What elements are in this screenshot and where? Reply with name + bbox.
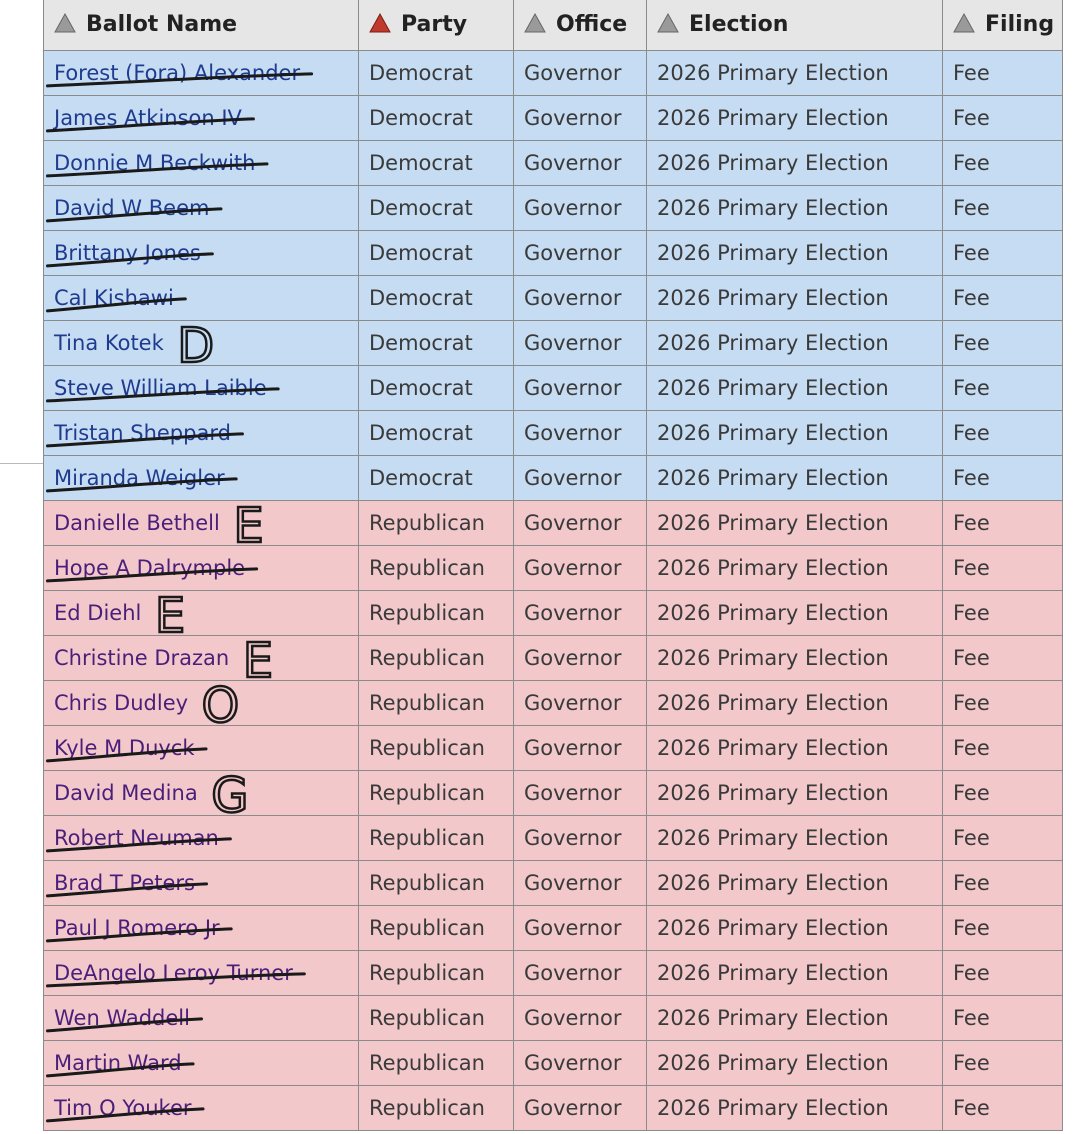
sort-triangle-icon[interactable] bbox=[369, 13, 391, 39]
filing-cell: Fee bbox=[943, 1086, 1063, 1131]
table-row bbox=[44, 951, 1063, 996]
column-header-label: Party bbox=[401, 11, 468, 37]
handwritten-letter-mark: E bbox=[242, 632, 274, 689]
filing-cell: Fee bbox=[943, 51, 1063, 96]
election-cell: 2026 Primary Election bbox=[647, 1041, 943, 1086]
office-cell: Governor bbox=[514, 591, 647, 636]
filing-cell: Fee bbox=[943, 96, 1063, 141]
election-cell: 2026 Primary Election bbox=[647, 951, 943, 996]
election-cell: 2026 Primary Election bbox=[647, 366, 943, 411]
filing-cell: Fee bbox=[943, 726, 1063, 771]
table-row bbox=[44, 411, 1063, 456]
filing-cell: Fee bbox=[943, 861, 1063, 906]
election-cell: 2026 Primary Election bbox=[647, 411, 943, 456]
office-cell: Governor bbox=[514, 996, 647, 1041]
handwritten-letter-mark: O bbox=[201, 677, 240, 734]
filing-cell: Fee bbox=[943, 951, 1063, 996]
party-cell: Republican bbox=[359, 591, 514, 636]
filing-cell: Fee bbox=[943, 141, 1063, 186]
office-cell: Governor bbox=[514, 96, 647, 141]
party-cell: Republican bbox=[359, 681, 514, 726]
table-row bbox=[44, 456, 1063, 501]
table-header bbox=[44, 0, 1063, 51]
candidate-name-link[interactable]: James Atkinson IV bbox=[44, 96, 359, 141]
filing-cell: Fee bbox=[943, 456, 1063, 501]
table-row bbox=[44, 321, 1063, 366]
candidate-name-link[interactable]: David W Beem bbox=[44, 186, 359, 231]
candidate-name-link[interactable]: Martin Ward bbox=[44, 1041, 359, 1086]
candidate-name-link[interactable]: Ed Diehl bbox=[44, 591, 359, 636]
election-cell: 2026 Primary Election bbox=[647, 816, 943, 861]
party-cell: Democrat bbox=[359, 96, 514, 141]
party-cell: Democrat bbox=[359, 186, 514, 231]
candidate-name-link[interactable]: Steve William Laible bbox=[44, 366, 359, 411]
filing-cell: Fee bbox=[943, 816, 1063, 861]
party-cell: Republican bbox=[359, 861, 514, 906]
table-row bbox=[44, 1086, 1063, 1131]
filing-cell: Fee bbox=[943, 1041, 1063, 1086]
candidate-name-link[interactable]: DeAngelo Leroy Turner bbox=[44, 951, 359, 996]
election-cell: 2026 Primary Election bbox=[647, 321, 943, 366]
candidate-name-link[interactable]: Tristan Sheppard bbox=[44, 411, 359, 456]
filing-cell: Fee bbox=[943, 321, 1063, 366]
filing-cell: Fee bbox=[943, 996, 1063, 1041]
filing-cell: Fee bbox=[943, 906, 1063, 951]
column-header-filing[interactable] bbox=[943, 0, 1063, 51]
candidate-name-link[interactable]: Paul J Romero Jr bbox=[44, 906, 359, 951]
office-cell: Governor bbox=[514, 501, 647, 546]
table-row bbox=[44, 726, 1063, 771]
election-cell: 2026 Primary Election bbox=[647, 51, 943, 96]
table-row bbox=[44, 276, 1063, 321]
party-cell: Republican bbox=[359, 636, 514, 681]
table-row bbox=[44, 96, 1063, 141]
office-cell: Governor bbox=[514, 906, 647, 951]
candidate-name-link[interactable]: Christine Drazan bbox=[44, 636, 359, 681]
candidate-name-link[interactable]: Kyle M Duyck bbox=[44, 726, 359, 771]
table-row bbox=[44, 906, 1063, 951]
table-row bbox=[44, 681, 1063, 726]
election-cell: 2026 Primary Election bbox=[647, 771, 943, 816]
office-cell: Governor bbox=[514, 321, 647, 366]
candidate-name-link[interactable]: Forest (Fora) Alexander bbox=[44, 51, 359, 96]
table-row bbox=[44, 546, 1063, 591]
candidate-name-link[interactable]: Tim O Youker bbox=[44, 1086, 359, 1131]
column-header-label: Election bbox=[689, 11, 789, 37]
filing-cell: Fee bbox=[943, 231, 1063, 276]
table-row bbox=[44, 51, 1063, 96]
election-cell: 2026 Primary Election bbox=[647, 141, 943, 186]
office-cell: Governor bbox=[514, 1041, 647, 1086]
column-header-ballot-name[interactable] bbox=[44, 0, 359, 51]
party-cell: Republican bbox=[359, 816, 514, 861]
party-cell: Democrat bbox=[359, 51, 514, 96]
sort-triangle-icon[interactable] bbox=[54, 13, 76, 39]
handwritten-letter-mark: D bbox=[177, 317, 215, 374]
party-cell: Republican bbox=[359, 1086, 514, 1131]
column-header-party[interactable] bbox=[359, 0, 514, 51]
party-cell: Republican bbox=[359, 501, 514, 546]
filing-cell: Fee bbox=[943, 591, 1063, 636]
candidate-name-link[interactable]: Brittany Jones bbox=[44, 231, 359, 276]
office-cell: Governor bbox=[514, 186, 647, 231]
table-row bbox=[44, 861, 1063, 906]
election-cell: 2026 Primary Election bbox=[647, 231, 943, 276]
table-row bbox=[44, 366, 1063, 411]
candidate-name-link[interactable]: Wen Waddell bbox=[44, 996, 359, 1041]
office-cell: Governor bbox=[514, 411, 647, 456]
election-cell: 2026 Primary Election bbox=[647, 591, 943, 636]
candidate-name-link[interactable]: Donnie M Beckwith bbox=[44, 141, 359, 186]
candidate-name-link[interactable]: Cal Kishawi bbox=[44, 276, 359, 321]
party-cell: Republican bbox=[359, 546, 514, 591]
sort-triangle-icon[interactable] bbox=[524, 13, 546, 39]
filing-cell: Fee bbox=[943, 366, 1063, 411]
party-cell: Democrat bbox=[359, 276, 514, 321]
handwritten-letter-mark: G bbox=[211, 767, 249, 824]
candidate-name-link[interactable]: Robert Neuman bbox=[44, 816, 359, 861]
candidate-name-link[interactable]: Brad T Peters bbox=[44, 861, 359, 906]
table-row bbox=[44, 231, 1063, 276]
column-header-label: Filing bbox=[985, 11, 1055, 37]
filing-cell: Fee bbox=[943, 411, 1063, 456]
office-cell: Governor bbox=[514, 861, 647, 906]
office-cell: Governor bbox=[514, 276, 647, 321]
office-cell: Governor bbox=[514, 636, 647, 681]
table-row bbox=[44, 996, 1063, 1041]
party-cell: Republican bbox=[359, 996, 514, 1041]
election-cell: 2026 Primary Election bbox=[647, 1086, 943, 1131]
party-cell: Republican bbox=[359, 771, 514, 816]
filing-cell: Fee bbox=[943, 681, 1063, 726]
sort-triangle-icon[interactable] bbox=[657, 13, 679, 39]
election-cell: 2026 Primary Election bbox=[647, 276, 943, 321]
office-cell: Governor bbox=[514, 456, 647, 501]
election-cell: 2026 Primary Election bbox=[647, 861, 943, 906]
election-cell: 2026 Primary Election bbox=[647, 636, 943, 681]
filing-cell: Fee bbox=[943, 546, 1063, 591]
column-header-label: Office bbox=[556, 11, 628, 37]
office-cell: Governor bbox=[514, 1086, 647, 1131]
party-cell: Democrat bbox=[359, 321, 514, 366]
handwritten-letter-mark: E bbox=[233, 497, 264, 554]
table-row bbox=[44, 591, 1063, 636]
divider bbox=[0, 463, 44, 464]
party-cell: Republican bbox=[359, 1041, 514, 1086]
election-cell: 2026 Primary Election bbox=[647, 726, 943, 771]
table-row bbox=[44, 186, 1063, 231]
table-row bbox=[44, 816, 1063, 861]
election-cell: 2026 Primary Election bbox=[647, 501, 943, 546]
handwritten-letter-mark: E bbox=[154, 587, 186, 644]
column-header-label: Ballot Name bbox=[86, 11, 238, 37]
election-cell: 2026 Primary Election bbox=[647, 186, 943, 231]
filing-cell: Fee bbox=[943, 276, 1063, 321]
party-cell: Democrat bbox=[359, 366, 514, 411]
candidate-name-link[interactable]: Hope A Dalrymple bbox=[44, 546, 359, 591]
candidate-name-link[interactable]: Chris Dudley bbox=[44, 681, 359, 726]
sort-triangle-icon[interactable] bbox=[953, 13, 975, 39]
office-cell: Governor bbox=[514, 231, 647, 276]
table-row bbox=[44, 501, 1063, 546]
candidate-name-link[interactable]: Tina Kotek bbox=[44, 321, 359, 366]
candidate-name-link[interactable]: David Medina bbox=[44, 771, 359, 816]
table-row bbox=[44, 1041, 1063, 1086]
filing-cell: Fee bbox=[943, 636, 1063, 681]
election-cell: 2026 Primary Election bbox=[647, 546, 943, 591]
office-cell: Governor bbox=[514, 771, 647, 816]
column-header-election[interactable] bbox=[647, 0, 943, 51]
office-cell: Governor bbox=[514, 51, 647, 96]
election-cell: 2026 Primary Election bbox=[647, 906, 943, 951]
party-cell: Republican bbox=[359, 951, 514, 996]
office-cell: Governor bbox=[514, 951, 647, 996]
filing-cell: Fee bbox=[943, 771, 1063, 816]
candidate-table bbox=[43, 0, 1063, 1131]
column-header-office[interactable] bbox=[514, 0, 647, 51]
party-cell: Democrat bbox=[359, 141, 514, 186]
office-cell: Governor bbox=[514, 681, 647, 726]
party-cell: Democrat bbox=[359, 231, 514, 276]
filing-cell: Fee bbox=[943, 501, 1063, 546]
office-cell: Governor bbox=[514, 366, 647, 411]
office-cell: Governor bbox=[514, 726, 647, 771]
party-cell: Republican bbox=[359, 726, 514, 771]
candidate-name-link[interactable]: Danielle Bethell bbox=[44, 501, 359, 546]
election-cell: 2026 Primary Election bbox=[647, 996, 943, 1041]
table-row bbox=[44, 636, 1063, 681]
office-cell: Governor bbox=[514, 816, 647, 861]
party-cell: Republican bbox=[359, 906, 514, 951]
party-cell: Democrat bbox=[359, 411, 514, 456]
table-row bbox=[44, 141, 1063, 186]
office-cell: Governor bbox=[514, 546, 647, 591]
office-cell: Governor bbox=[514, 141, 647, 186]
table-row bbox=[44, 771, 1063, 816]
candidate-name-link[interactable]: Miranda Weigler bbox=[44, 456, 359, 501]
election-cell: 2026 Primary Election bbox=[647, 456, 943, 501]
election-cell: 2026 Primary Election bbox=[647, 96, 943, 141]
party-cell: Democrat bbox=[359, 456, 514, 501]
filing-cell: Fee bbox=[943, 186, 1063, 231]
election-cell: 2026 Primary Election bbox=[647, 681, 943, 726]
